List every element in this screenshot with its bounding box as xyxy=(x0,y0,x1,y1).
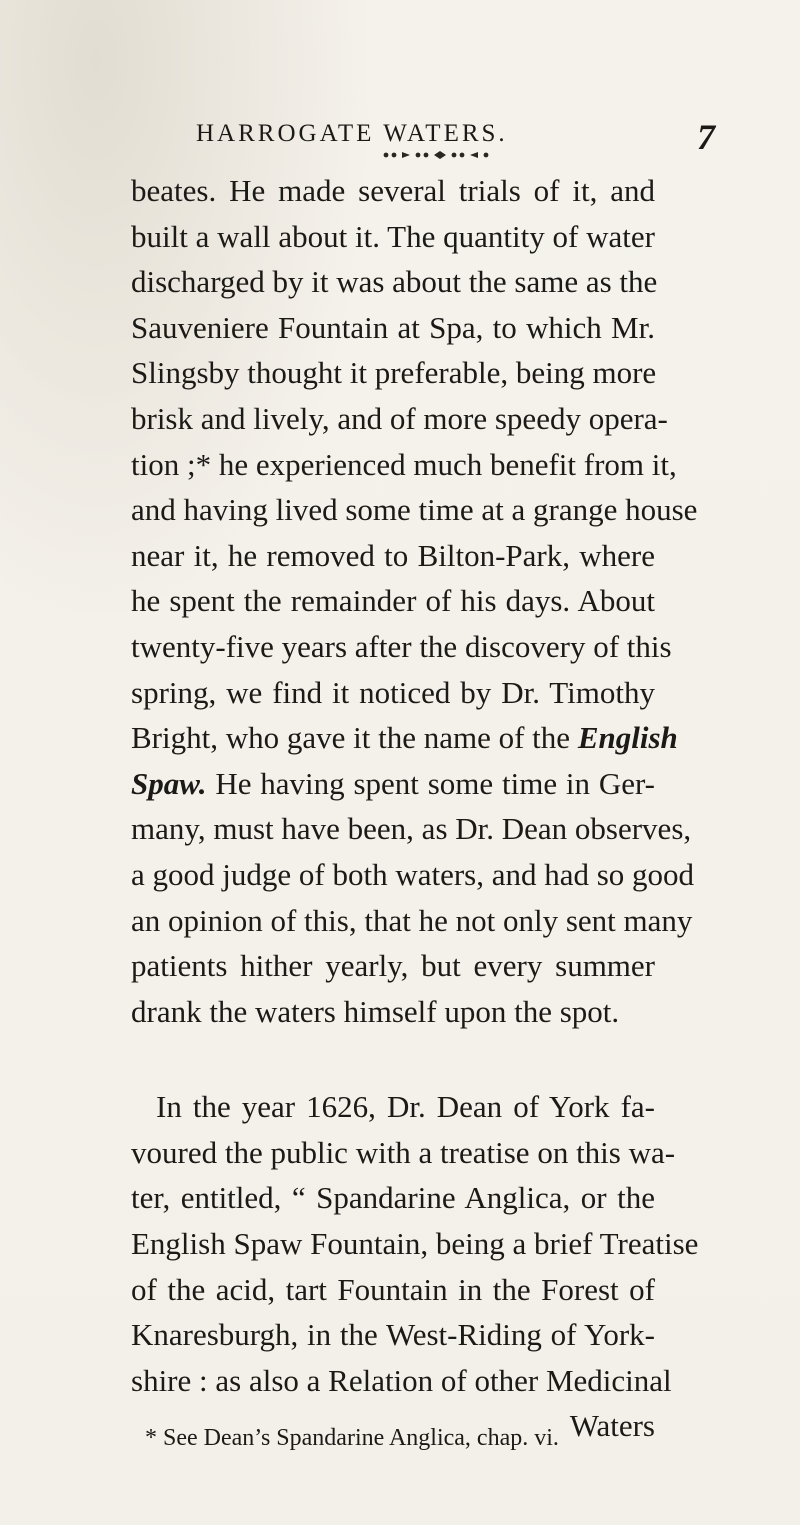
paragraph xyxy=(131,1084,699,1449)
text-line: English Spaw Fountain, being a brief Treatise xyxy=(131,1226,699,1262)
text-line: Knaresburgh, in the West-Riding of York- xyxy=(131,1317,655,1353)
text-line: tion ;* he experienced much benefit from it, xyxy=(131,446,677,482)
text-line: a good judge of both waters, and had so good xyxy=(131,856,695,892)
text-line: an opinion of this, that he not only sent many xyxy=(131,902,693,938)
italic-spaw: Spaw. xyxy=(131,765,207,801)
text-line xyxy=(131,715,678,761)
catchword: Waters xyxy=(569,1408,655,1444)
text-line: shire : as also a Relation of other Medicinal xyxy=(131,1362,672,1398)
text-line: discharged by it was about the same as the xyxy=(131,264,658,300)
text-line: of the acid, tart Fountain in the Forest of xyxy=(131,1271,655,1307)
text-line: Slingsby thought it preferable, being more xyxy=(131,355,657,391)
paragraph xyxy=(131,168,698,1034)
main-text xyxy=(131,168,699,1449)
paragraph-gap xyxy=(131,1034,655,1084)
text-segment: He having spent some time in Ger- xyxy=(206,765,655,801)
text-segment: Bright, who gave it the name of the xyxy=(131,720,571,756)
text-line: built a wall about it. The quantity of water xyxy=(131,218,655,254)
text-line: voured the public with a treatise on this wa- xyxy=(131,1134,676,1170)
italic-english: English xyxy=(577,720,678,756)
text-line: beates. He made several trials of it, and xyxy=(131,173,655,208)
text-line: near it, he removed to Bilton-Park, where xyxy=(131,537,655,573)
text-line: brisk and lively, and of more speedy opera- xyxy=(131,400,668,436)
text-line: he spent the remainder of his days. About xyxy=(131,583,655,619)
text-line: many, must have been, as Dr. Dean observes, xyxy=(131,811,692,847)
text-line: Sauveniere Fountain at Spa, to which Mr. xyxy=(131,309,655,345)
text-line: and having lived some time at a grange house xyxy=(131,492,698,528)
text-line: twenty-five years after the discovery of this xyxy=(131,628,672,664)
text-line: ter, entitled, “ Spandarine Anglica, or the xyxy=(131,1180,655,1216)
page-number: 7 xyxy=(697,117,715,157)
text-line xyxy=(131,761,655,807)
text-line: spring, we find it noticed by Dr. Timothy xyxy=(131,674,655,710)
text-line: drank the waters himself upon the spot. xyxy=(131,993,620,1029)
ornament-rule xyxy=(380,150,492,160)
text-line: patients hither yearly, but every summer xyxy=(131,948,655,984)
footnote: * See Dean’s Spandarine Anglica, chap. vi. xyxy=(145,1425,559,1451)
running-title: HARROGATE WATERS. xyxy=(196,120,508,147)
text-line: In the year 1626, Dr. Dean of York fa- xyxy=(156,1089,655,1125)
